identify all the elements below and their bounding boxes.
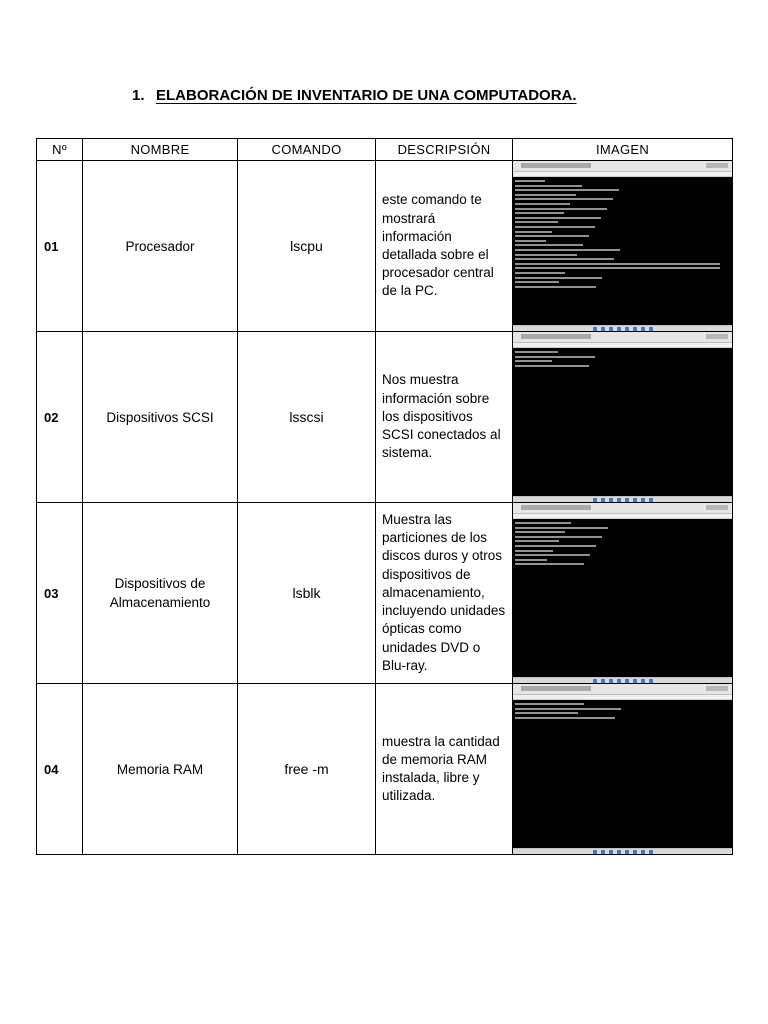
row-name: Dispositivos de Almacenamiento [83, 503, 238, 684]
header-image: IMAGEN [513, 139, 733, 161]
row-command: lsscsi [238, 332, 376, 503]
header-description: DESCRIPSIÓN [376, 139, 513, 161]
row-description: Muestra las particiones de los discos duros y otros dispositivos de almacenamiento, incluyendo unidades ópticas como unidades DVD o Blu-ray. [376, 503, 513, 684]
row-command: free -m [238, 684, 376, 855]
row-image-cell [513, 161, 733, 332]
row-number: 03 [37, 503, 83, 684]
header-name: NOMBRE [83, 139, 238, 161]
row-command: lsblk [238, 503, 376, 684]
row-name: Dispositivos SCSI [83, 332, 238, 503]
row-image-cell [513, 503, 733, 684]
header-command: COMANDO [238, 139, 376, 161]
terminal-screenshot [513, 332, 732, 502]
heading-number: 1. [132, 87, 145, 104]
row-number: 02 [37, 332, 83, 503]
header-number: Nº [37, 139, 83, 161]
row-image-cell [513, 684, 733, 855]
row-number: 04 [37, 684, 83, 855]
inventory-table [36, 138, 733, 855]
row-description: Nos muestra información sobre los dispositivos SCSI conectados al sistema. [376, 332, 513, 503]
table-header-row [37, 139, 733, 161]
terminal-screenshot [513, 503, 732, 683]
row-command: lscpu [238, 161, 376, 332]
row-name: Procesador [83, 161, 238, 332]
row-image-cell [513, 332, 733, 503]
table-row [37, 161, 733, 332]
row-number: 01 [37, 161, 83, 332]
table-row [37, 684, 733, 855]
terminal-screenshot [513, 684, 732, 854]
table-row [37, 503, 733, 684]
heading-text: ELABORACIÓN DE INVENTARIO DE UNA COMPUTADORA. [156, 87, 577, 104]
document-heading [132, 87, 577, 104]
row-name: Memoria RAM [83, 684, 238, 855]
row-description: muestra la cantidad de memoria RAM instalada, libre y utilizada. [376, 684, 513, 855]
table-row [37, 332, 733, 503]
terminal-screenshot [513, 161, 732, 331]
row-description: este comando te mostrará información detallada sobre el procesador central de la PC. [376, 161, 513, 332]
